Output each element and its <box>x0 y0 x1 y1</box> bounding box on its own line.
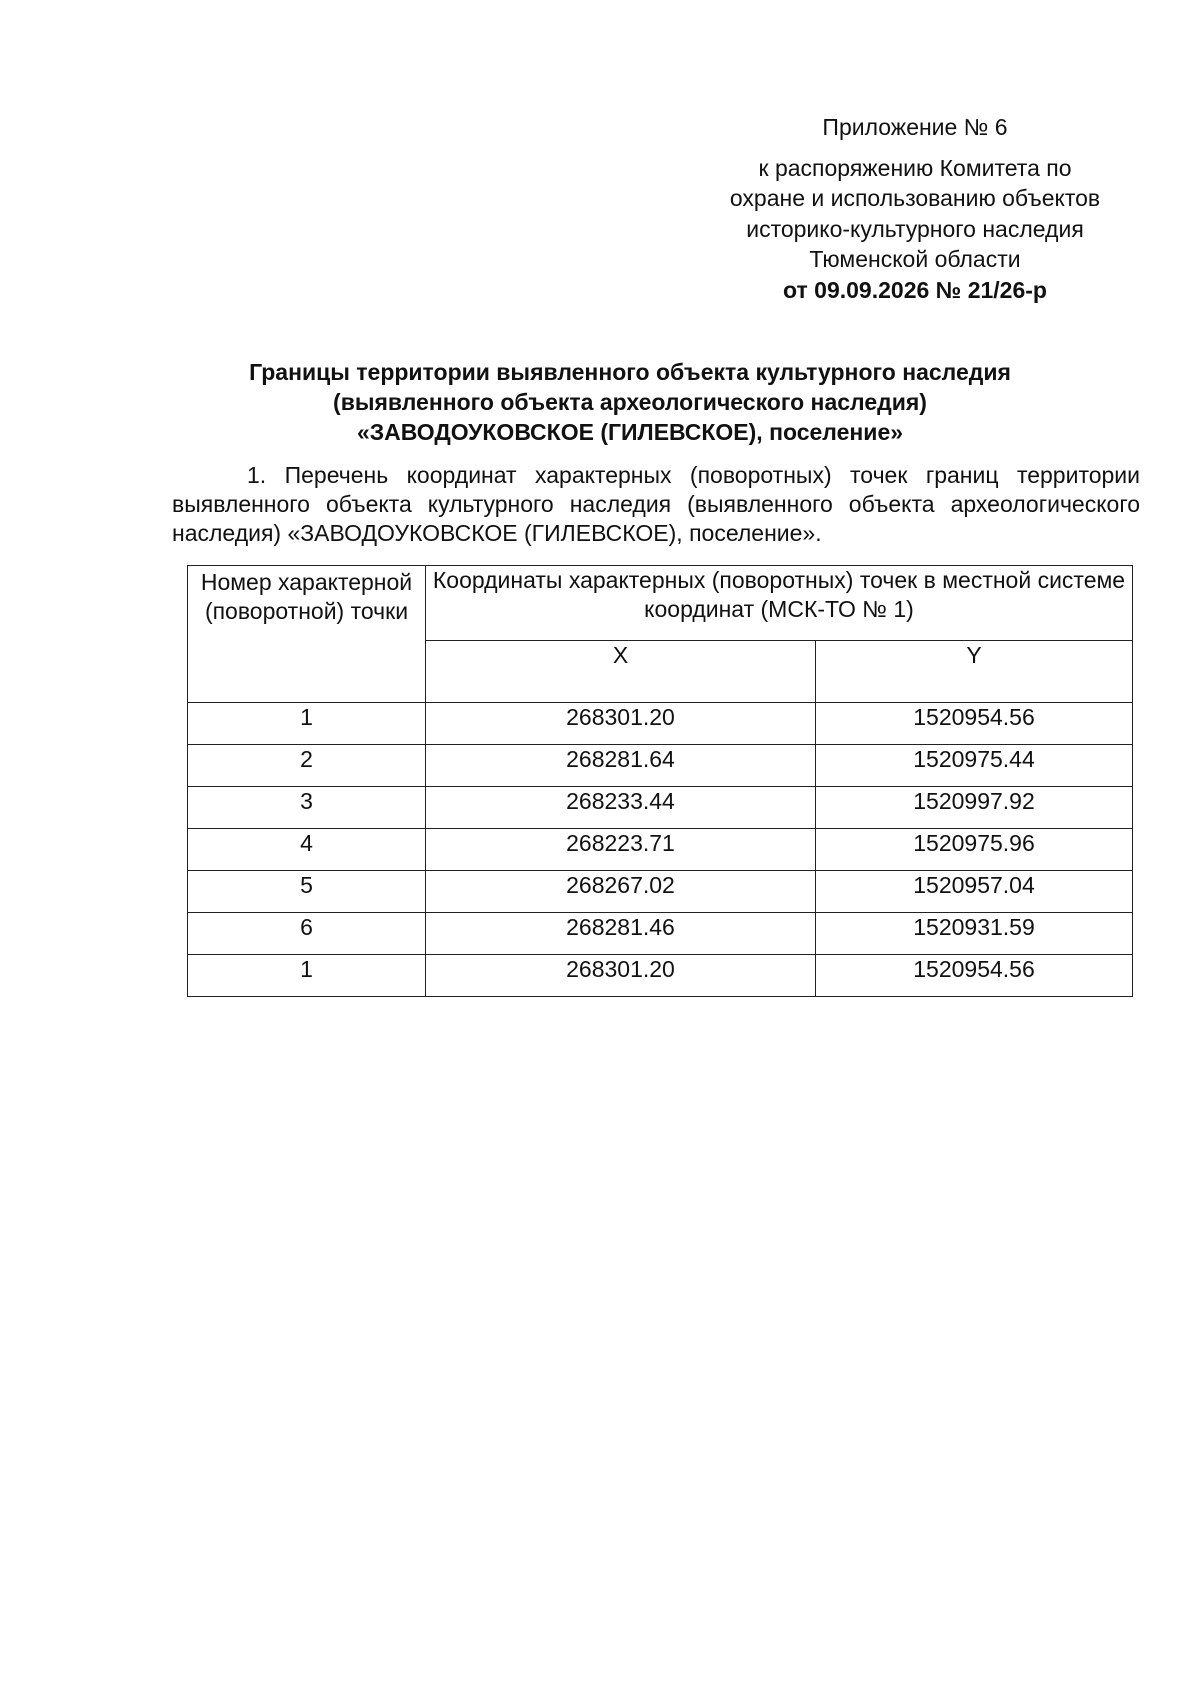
table-row <box>188 955 1133 997</box>
cell-point-number: 5 <box>188 871 426 913</box>
header-coordinates: Координаты характерных (поворотных) точек в местной системе координат (МСК-ТО № 1) <box>426 566 1133 641</box>
appendix-title: Приложение № 6 <box>822 114 1008 140</box>
cell-y: 1520975.96 <box>816 829 1133 871</box>
cell-x: 268233.44 <box>426 787 816 829</box>
cell-y: 1520997.92 <box>816 787 1133 829</box>
document-title-line: Границы территории выявленного объекта культурного наследия <box>249 359 1011 385</box>
cell-x: 268281.64 <box>426 745 816 787</box>
table-row <box>188 871 1133 913</box>
coordinates-table-body <box>188 703 1133 997</box>
cell-point-number: 1 <box>188 703 426 745</box>
header-x: X <box>426 640 816 702</box>
cell-y: 1520957.04 <box>816 871 1133 913</box>
table-row <box>188 703 1133 745</box>
coordinates-paragraph: 1. Перечень координат характерных (поворотных) точек границ территории выявленного объекта культурного наследия (выявленного объекта археологического наследия) «ЗАВОДОУКОВСКОЕ (ГИЛЕВСКОЕ), поселение». <box>172 462 1140 546</box>
cell-y: 1520954.56 <box>816 703 1133 745</box>
cell-x: 268281.46 <box>426 913 816 955</box>
cell-point-number: 3 <box>188 787 426 829</box>
cell-y: 1520931.59 <box>816 913 1133 955</box>
cell-point-number: 4 <box>188 829 426 871</box>
coordinates-table <box>187 565 1133 997</box>
cell-x: 268301.20 <box>426 955 816 997</box>
appendix-line: историко-культурного наследия <box>746 215 1084 242</box>
cell-y: 1520954.56 <box>816 955 1133 997</box>
cell-y: 1520975.44 <box>816 745 1133 787</box>
document-title <box>175 357 1085 447</box>
cell-point-number: 6 <box>188 913 426 955</box>
table-row <box>188 913 1133 955</box>
header-y: Y <box>816 640 1133 702</box>
table-row <box>188 829 1133 871</box>
cell-x: 268223.71 <box>426 829 816 871</box>
cell-x: 268301.20 <box>426 703 816 745</box>
cell-point-number: 2 <box>188 745 426 787</box>
appendix-date-number: от 09.09.2026 № 21/26-р <box>783 276 1047 303</box>
appendix-block <box>690 112 1140 305</box>
document-title-line: «ЗАВОДОУКОВСКОЕ (ГИЛЕВСКОЕ), поселение» <box>356 419 904 445</box>
appendix-line: к распоряжению Комитета по <box>758 154 1072 181</box>
cell-x: 268267.02 <box>426 871 816 913</box>
cell-point-number: 1 <box>188 955 426 997</box>
document-title-line: (выявленного объекта археологического наследия) <box>333 389 927 415</box>
header-point-number: Номер характерной (поворотной) точки <box>188 566 426 703</box>
table-row <box>188 745 1133 787</box>
appendix-line: Тюменской области <box>809 246 1021 272</box>
appendix-line: охране и использованию объектов <box>729 185 1101 211</box>
table-row <box>188 787 1133 829</box>
